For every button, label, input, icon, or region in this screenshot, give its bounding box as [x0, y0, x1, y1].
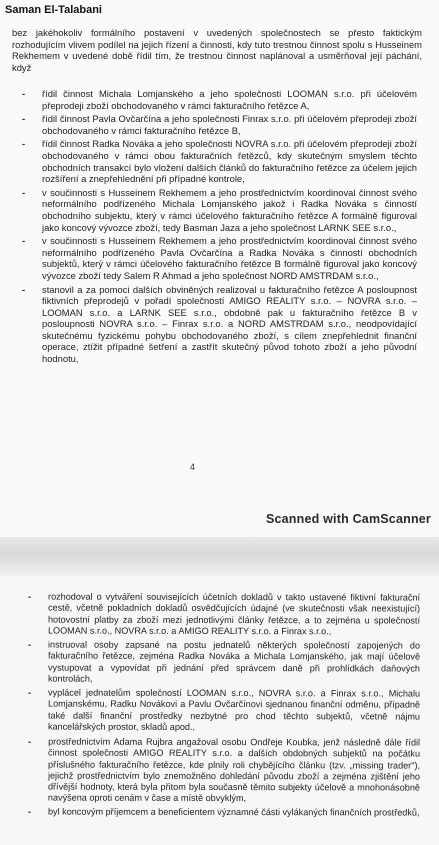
- list-item-text: v součinnosti s Husseinem Rekhemem a jeho prostřednictvím koordinoval činnost svého neformálního podřízeného Michala Lomjanského jakož i Radka Nováka s činností obchodního subjektu, který v rámci účelového fakturačního řetězce A formálně figuroval jako koncový vývozce zboží, tedy Basman Jaza a jeho společnost LARNK SEE s.r.o.,: [42, 186, 417, 233]
- dash-bullet: -: [27, 806, 32, 817]
- dash-bullet: -: [28, 736, 32, 747]
- list-item: [22, 284, 417, 365]
- list-item-text: stanovil a za pomoci dalších obviněných realizoval u fakturačního řetězce A posloupnost fiktivních přeprodejů v pořadí společností AMIGO REALITY s.r.o. – NOVRA s.r.o. – LOOMAN s.r.o. a LARNK SEE s.r.o., obdobně pak u fakturačního řetězce B v posloupnosti NOVRA s.r.o. – Finrax s.r.o. a NORD AMSTRDAM s.r.o., neodpovídající skutečnému fyzickému pohybu obchodovaného zboží, s cílem znepřehlednit finanční operace, ztížit případné šetření a zastřít skutečný původ tohoto zboží a jeho původní hodnotu,: [42, 283, 417, 365]
- list-item: [22, 235, 417, 281]
- page-separator: [0, 537, 439, 576]
- document-page-2: [0, 576, 439, 845]
- activity-list-page-1: [22, 88, 417, 367]
- activity-list-page-2: [28, 592, 420, 822]
- list-item-text: řídil činnost Pavla Ovčarčína a jeho společnosti Finrax s.r.o. při účelovém přeprodeji zboží obchodovaného v rámci fakturačního řetězce B,: [42, 113, 417, 136]
- list-item: [22, 113, 417, 136]
- list-item: [28, 640, 420, 686]
- list-item: [28, 591, 420, 637]
- dash-bullet: -: [22, 283, 26, 295]
- list-item: [28, 807, 420, 819]
- dash-bullet: -: [22, 113, 26, 125]
- list-item-text: vyplácel jednatelům společností LOOMAN s.r.o., NOVRA s.r.o. a Finrax s.r.o., Michalu Lomjanskému, Radku Novákovi a Pavlu Ovčarčínovi sjednanou finanční odměnu, případně také další finanční prostředky nezbytné pro chod těchto subjektů, včetně nájmu kancelářských prostor, skladů apod.,: [47, 687, 421, 733]
- list-item-text: řídil činnost Radka Nováka a jeho společnosti NOVRA s.r.o. při účelovém přeprodeji zboží obchodovaného v rámci obou fakturačních řetězců, kdy skutečným smyslem těchto obchodních transakcí bylo vložení dalších článků do fakturačního řetězce za účelem jejich rozšíření a znepřehlednění při případné kontrole,: [42, 138, 417, 185]
- list-item-text: instruoval osoby zapsané na postu jednatelů některých společností zapojených do fakturačního řetězce, zejména Radka Nováka a Michala Lomjanského, jak mají účelově vystupovat a vypovídat při jednání před správcem daně při prohlídkách daňových kontrolách,: [47, 639, 421, 684]
- dash-bullet: -: [28, 687, 32, 698]
- list-item-text: řídil činnost Michala Lomjanského a jeho společnosti LOOMAN s.r.o. při účelovém přeprodeji zboží obchodovaného v rámci fakturačního řetězce A,: [42, 88, 417, 111]
- defendant-name-header: Saman El-Talabani: [5, 4, 102, 16]
- dash-bullet: -: [28, 591, 32, 602]
- dash-bullet: -: [28, 639, 32, 650]
- list-item-text: rozhodoval o vytváření souvisejících účetních dokladů v takto ustavené fiktivní fakturační cestě, včetně pokladních dokladů osvědčujících údajné (ve skutečnosti však neexistující) hotovostní platby za zboží mezi jednotlivými články řetězce, a to zejména u společností LOOMAN s.r.o., NOVRA s.r.o. a AMIGO REALITY s.r.o. a Finrax s.r.o.,: [47, 591, 421, 637]
- list-item-text: byl koncovým příjemcem a beneficientem významné části vylákaných finančních prostředků,: [47, 806, 420, 818]
- scanner-watermark: Scanned with CamScanner: [265, 512, 431, 526]
- intro-paragraph: bez jakéhokoliv formálního postavení v uvedených společnostech se přesto faktickým rozhodujícím vlivem podílel na jejich řízení a činnosti, kdy tuto trestnou činnost spolu s Husseinem Rekhemem v uvedené době řídil tím, že trestnou činnost naplánoval a usměrňoval její páchání, když: [12, 27, 422, 73]
- dash-bullet: -: [22, 88, 26, 99]
- dash-bullet: -: [22, 186, 26, 198]
- list-item: [28, 736, 420, 805]
- list-item: [22, 88, 417, 111]
- list-item: [22, 138, 417, 184]
- list-item-text: prostřednictvím Adama Rujbra angažoval osobu Ondřeje Koubka, jenž následně dále řídil činnost společnosti AMIGO REALITY s.r.o. a dalších obdobných subjektů na počátku příslušného fakturačního řetězce, kde plnily roli chybějícího článku (tzv. „missing trader"), jejichž prostřednictvím bylo znemožněno dohledání původu zboží a zejména zjištění jeho dřívější hodnoty, která byla přitom byla současně těmito subjekty účelově a mnohonásobně navýšena oproti cenám v čase a místě obvyklým,: [47, 736, 421, 804]
- list-item: [22, 187, 417, 233]
- list-item-text: v součinnosti s Husseinem Rekhemem a jeho prostřednictvím koordinoval činnost svého neformálního podřízeného Pavla Ovčarčína a Radka Nováka s činností obchodních subjektů, který v rámci účelového fakturačního řetězce B formálně figuroval jako koncový vývozce zboží tedy Salem R Ahmad a jeho společnost NORD AMSTRDAM s.r.o.,: [42, 235, 417, 281]
- page-number: 4: [190, 462, 196, 472]
- dash-bullet: -: [22, 235, 26, 247]
- dash-bullet: -: [22, 138, 26, 150]
- list-item: [28, 688, 420, 734]
